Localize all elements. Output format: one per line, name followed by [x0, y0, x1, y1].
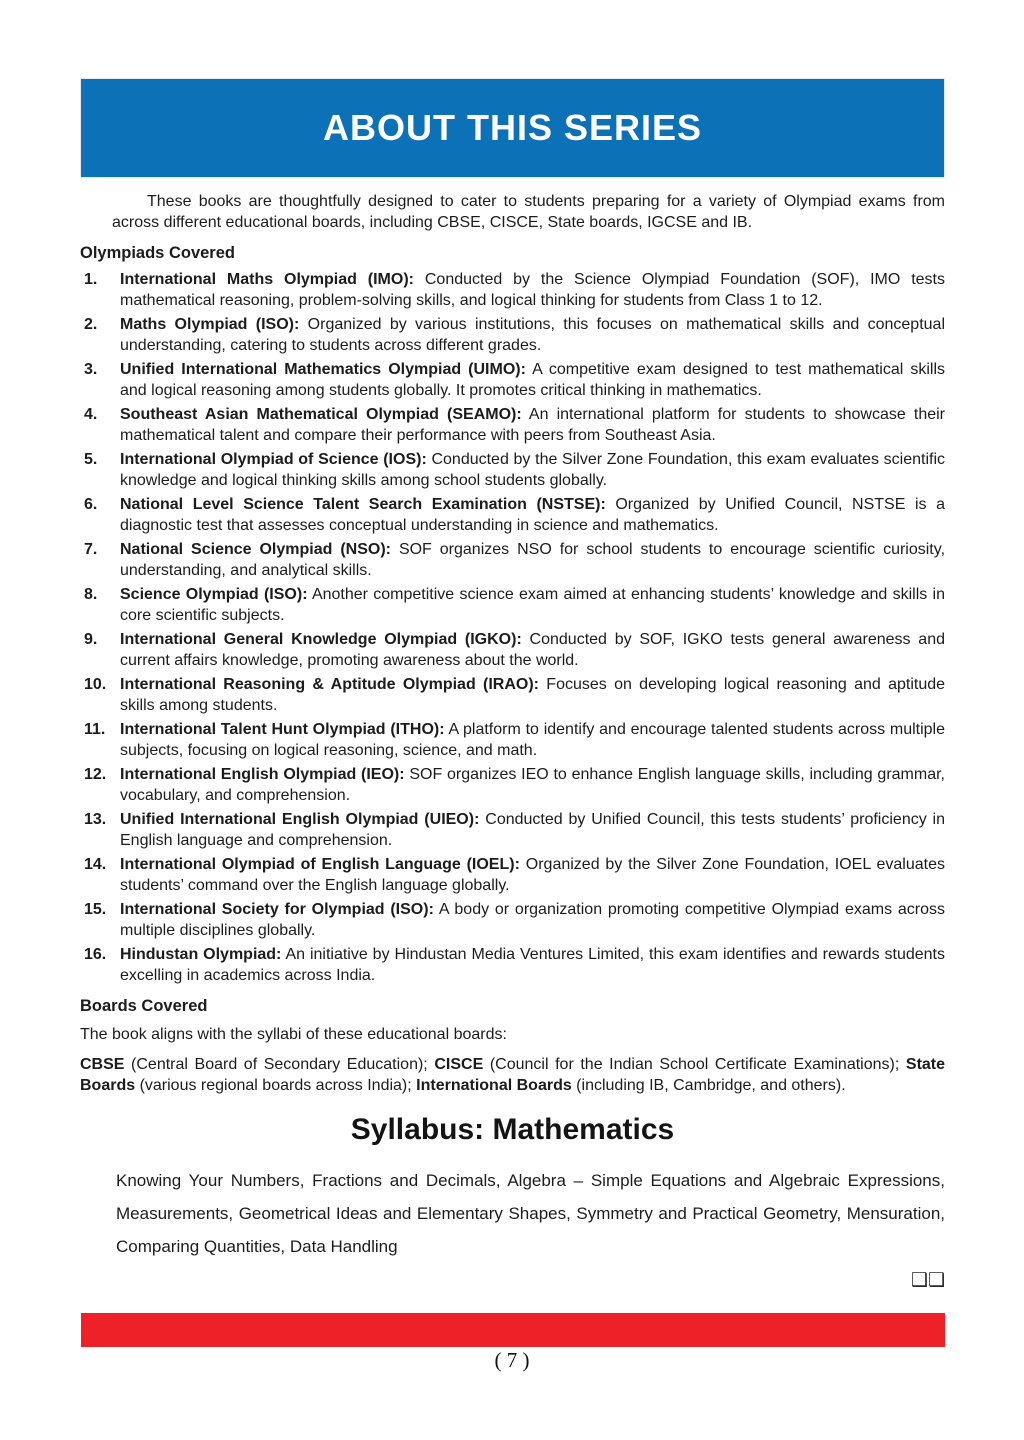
olympiad-item: 8. Science Olympiad (ISO): Another competitive science exam aimed at enhancing students’ knowledge and skills in core scientific subjects. — [84, 586, 946, 624]
olympiad-item-title: International Olympiad of Science (IOS): — [120, 451, 427, 468]
olympiad-item-title: International Maths Olympiad (IMO): — [120, 271, 414, 288]
page-title: ABOUT THIS SERIES — [322, 107, 703, 148]
olympiad-item-title: Hindustan Olympiad: — [120, 946, 282, 963]
olympiad-item-title: Southeast Asian Mathematical Olympiad (SEAMO): — [120, 406, 522, 423]
olympiad-item-number: 11. — [84, 721, 106, 738]
olympiad-item: 4. Southeast Asian Mathematical Olympiad (SEAMO): An international platform for students to showcase their mathematical talent and compare their performance with peers from Southeast Asia. — [84, 406, 945, 444]
olympiad-item-title: International General Knowledge Olympiad (IGKO): — [120, 631, 522, 648]
boards-covered-heading: Boards Covered — [80, 997, 208, 1015]
olympiad-item-number: 6. — [84, 496, 98, 513]
footer-red-bar — [81, 1313, 945, 1347]
olympiad-item-title: Maths Olympiad (ISO): — [120, 316, 300, 333]
olympiad-item: 14. International Olympiad of English Language (IOEL): Organized by the Silver Zone Foundation, IOEL evaluates students’ command over the English language globally. — [84, 856, 946, 894]
olympiad-item-number: 10. — [84, 676, 107, 693]
olympiad-item: 2. Maths Olympiad (ISO): Organized by various institutions, this focuses on mathematical skills and conceptual understanding, catering to students across different grades. — [84, 316, 946, 354]
olympiad-item: 11. International Talent Hunt Olympiad (ITHO): A platform to identify and encourage talented students across multiple subjects, focusing on logical reasoning, science, and math. — [84, 721, 945, 759]
olympiad-item-number: 2. — [84, 316, 98, 333]
olympiad-item-number: 13. — [84, 811, 107, 828]
olympiad-item-title: Science Olympiad (ISO): — [120, 586, 308, 603]
boards-intro-text: The book aligns with the syllabi of these educational boards: — [80, 1026, 507, 1043]
page-number: ( 7 ) — [494, 1348, 530, 1372]
olympiad-item-number: 4. — [84, 406, 98, 423]
board-name: CISCE — [434, 1056, 484, 1073]
olympiad-item: 15. International Society for Olympiad (ISO): A body or organization promoting competitive Olympiad exams across multiple disciplines globally. — [84, 901, 946, 939]
olympiad-item-title: International Talent Hunt Olympiad (ITHO): — [120, 721, 445, 738]
olympiad-item-number: 8. — [84, 586, 98, 603]
olympiad-item-number: 1. — [84, 271, 98, 288]
olympiads-covered-heading: Olympiads Covered — [80, 244, 235, 262]
olympiad-item: 5. International Olympiad of Science (IOS): Conducted by the Silver Zone Foundation, this exam evaluates scientific knowledge and logical thinking skills among school students globally. — [84, 451, 945, 489]
board-name: State Boards — [80, 1056, 946, 1094]
olympiad-item: 9. International General Knowledge Olympiad (IGKO): Conducted by SOF, IGKO tests general awareness and current affairs knowledge, promoting awareness about the world. — [84, 631, 945, 669]
end-of-section-squares-icon: ❑❑ — [910, 1269, 945, 1291]
olympiad-list — [80, 270, 945, 986]
olympiad-item-number: 14. — [84, 856, 107, 873]
olympiad-item: 1. International Maths Olympiad (IMO): Conducted by the Science Olympiad Foundation (SOF), IMO tests mathematical reasoning, problem-solving skills, and logical thinking for students from Class 1 to 12. — [84, 271, 945, 309]
olympiad-item-title: National Level Science Talent Search Examination (NSTSE): — [120, 496, 606, 513]
olympiad-item-number: 7. — [84, 541, 98, 558]
syllabus-heading: Syllabus: Mathematics — [350, 1113, 675, 1146]
boards-detail-text: CBSE (Central Board of Secondary Education); CISCE (Council for the Indian School Certificate Examinations); State Boards (various regional boards across India); International Boards (including IB, Cambridge, and others). — [80, 1056, 946, 1094]
olympiad-item-title: National Science Olympiad (NSO): — [120, 541, 391, 558]
olympiad-item: 3. Unified International Mathematics Olympiad (UIMO): A competitive exam designed to test mathematical skills and logical reasoning among students globally. It promotes critical thinking in mathematics. — [84, 361, 946, 399]
title-banner — [80, 78, 945, 178]
olympiad-item-title: International Reasoning & Aptitude Olympiad (IRAO): — [120, 676, 540, 693]
olympiad-item-title: Unified International Mathematics Olympiad (UIMO): — [120, 361, 526, 378]
olympiad-item-number: 16. — [84, 946, 107, 963]
olympiad-item: 6. National Level Science Talent Search Examination (NSTSE): Organized by Unified Council, NSTSE is a diagnostic test that assesses conceptual understanding in science and mathematics. — [84, 496, 945, 534]
olympiad-item: 16. Hindustan Olympiad: An initiative by Hindustan Media Ventures Limited, this exam identifies and rewards students excelling in academics across India. — [84, 946, 945, 984]
olympiad-item-number: 15. — [84, 901, 107, 918]
olympiad-item-title: Unified International English Olympiad (UIEO): — [120, 811, 480, 828]
board-name: CBSE — [80, 1056, 125, 1073]
olympiad-item-title: International English Olympiad (IEO): — [120, 766, 405, 783]
olympiad-item-number: 9. — [84, 631, 98, 648]
syllabus-content: Knowing Your Numbers, Fractions and Decimals, Algebra – Simple Equations and Algebraic Expressions, Measurements, Geometrical Ideas and Elementary Shapes, Symmetry and Practical Geometry, Mensuration, Comparing Quantities, Data Handling — [116, 1171, 945, 1256]
olympiad-item-title: International Society for Olympiad (ISO): — [120, 901, 434, 918]
olympiad-item: 7. National Science Olympiad (NSO): SOF organizes NSO for school students to encourage scientific curiosity, understanding, and analytical skills. — [84, 541, 946, 579]
olympiad-item-number: 12. — [84, 766, 107, 783]
olympiad-item-number: 3. — [84, 361, 98, 378]
olympiad-item-number: 5. — [84, 451, 98, 468]
olympiad-item: 10. International Reasoning & Aptitude Olympiad (IRAO): Focuses on developing logical reasoning and aptitude skills among students. — [84, 676, 946, 714]
olympiad-item: 13. Unified International English Olympiad (UIEO): Conducted by Unified Council, this tests students’ proficiency in English language and comprehension. — [84, 811, 946, 849]
intro-paragraph: These books are thoughtfully designed to cater to students preparing for a variety of Olympiad exams from across different educational boards, including CBSE, CISCE, State boards, IGCSE and IB. — [112, 193, 945, 231]
olympiad-item-title: International Olympiad of English Language (IOEL): — [120, 856, 520, 873]
board-name: International Boards — [416, 1077, 572, 1094]
olympiad-item: 12. International English Olympiad (IEO): SOF organizes IEO to enhance English language skills, including grammar, vocabulary, and comprehension. — [84, 766, 946, 804]
